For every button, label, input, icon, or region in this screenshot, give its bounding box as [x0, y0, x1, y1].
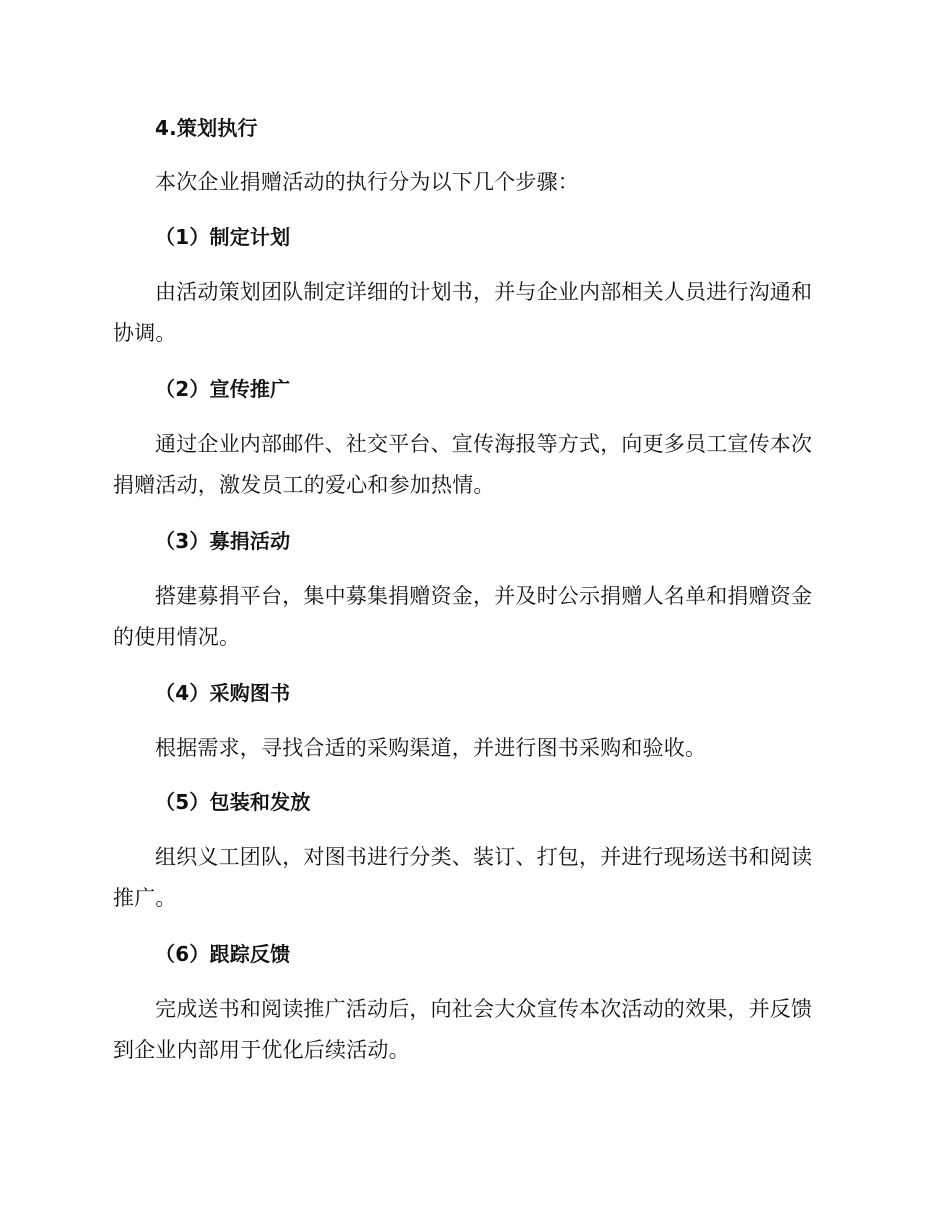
section-intro: 本次企业捐赠活动的执行分为以下几个步骤：: [155, 170, 579, 194]
step-4-line-1: 根据需求，寻找合适的采购渠道，并进行图书采购和验收。: [155, 736, 707, 760]
step-5-line-2: 推广。: [113, 886, 177, 910]
step-heading-6: （6）跟踪反馈: [155, 942, 291, 966]
step-heading-3: （3）募捐活动: [155, 529, 291, 553]
step-6-line-2: 到企业内部用于优化后续活动。: [113, 1038, 410, 1062]
step-1-line-1: 由活动策划团队制定详细的计划书，并与企业内部相关人员进行沟通和: [155, 280, 813, 304]
step-6-line-1: 完成送书和阅读推广活动后，向社会大众宣传本次活动的效果，并反馈: [155, 997, 813, 1021]
step-5-line-1: 组织义工团队，对图书进行分类、装订、打包，并进行现场送书和阅读: [155, 845, 813, 869]
step-heading-1: （1）制定计划: [155, 225, 291, 249]
step-heading-4: （4）采购图书: [155, 681, 291, 705]
section-title: 4.策划执行: [155, 116, 258, 140]
step-3-line-2: 的使用情况。: [113, 625, 241, 649]
step-1-line-2: 协调。: [113, 321, 177, 345]
step-3-line-1: 搭建募捐平台，集中募集捐赠资金，并及时公示捐赠人名单和捐赠资金: [155, 584, 813, 608]
step-2-line-1: 通过企业内部邮件、社交平台、宣传海报等方式，向更多员工宣传本次: [155, 432, 813, 456]
step-heading-2: （2）宣传推广: [155, 377, 291, 401]
step-heading-5: （5）包装和发放: [155, 790, 311, 814]
step-2-line-2: 捐赠活动，激发员工的爱心和参加热情。: [113, 473, 495, 497]
